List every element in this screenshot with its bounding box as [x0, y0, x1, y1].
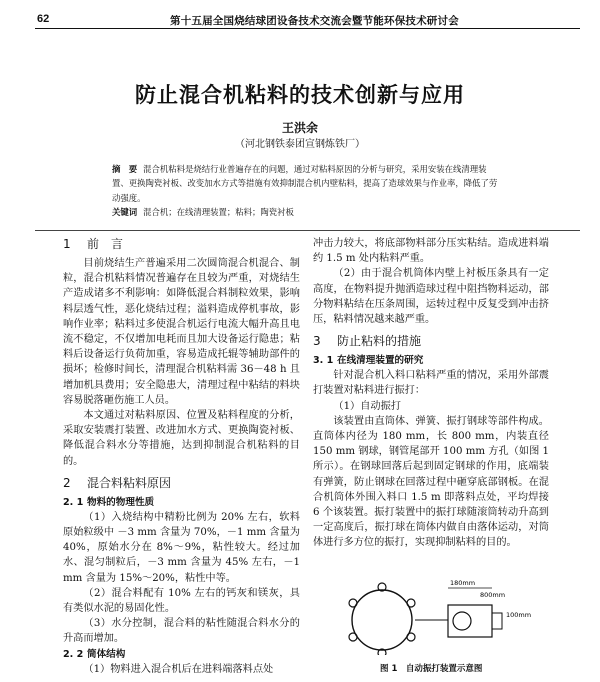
figure-1-diagram [330, 575, 540, 655]
right-column [313, 236, 549, 551]
abstract [112, 162, 502, 205]
intro-paragraph-1: 目前烧结生产普遍采用二次圆筒混合机混合、制粒，混合机粘料情况普遍存在且较为严重，对烧结生产造成诸多不利影响：如降低混合料制粒效果，影响料层透气性，恶化烧结过程；溢料造成停机事故，影响作业率；粘料过多使混合机运行电流大幅升高且电流不稳定，不仅增加电耗而且加大设备运行隐患；粘料后设备运行负荷加重，容易造成托辊等辅助部件的损坏；检修时间长，清理混合机粘料需 36－48 h 且增加机具费用；安全隐患大，清理过程中粘结的料块容易脱落砸伤施工人员。 [63, 258, 300, 406]
running-title: 第十五届全国烧结球团设备技术交流会暨节能环保技术研讨会 [170, 15, 459, 27]
s21-paragraph-1: （1）入烧结构中精粉比例为 20% 左右，软料原始粒级中 －3 mm 含量为 70%，－1 mm 含量为 40%，原始水分在 8%～9%，粘性较大。经过加水、混匀制粒后，－3 mm 含量为 45% 左右，－1 mm 含量为 15%～20%，粘性中等。 [63, 511, 300, 584]
abstract-label: 摘 要 [112, 164, 138, 174]
section-2-1-heading: 2. 1 物料的物理性质 [63, 496, 155, 508]
s21-paragraph-3: （3）水分控制，混合料的粘性随混合料水分的升高而增加。 [63, 618, 300, 645]
section-2-heading: 2 混合料粘料原因 [63, 475, 172, 490]
rapper-2 [407, 599, 415, 607]
dim-label-1: 180mm [450, 579, 476, 587]
section-3-1-heading: 3. 1 在线清理装置的研究 [313, 355, 424, 367]
s31-paragraph-1: 针对混合机入料口粘料严重的情况，采用外部震打装置对粘料进行振打： [313, 370, 549, 397]
section-1-heading: 1 前 言 [63, 237, 124, 251]
rapper-5 [349, 633, 357, 641]
rapper-6 [349, 599, 357, 607]
steel-ball [453, 612, 471, 630]
section-3-heading: 3 防止粘料的措施 [313, 334, 422, 349]
abstract-block [112, 162, 502, 220]
dim-label-3: 100mm [506, 611, 532, 619]
rapper-tube [448, 605, 492, 637]
intro-paragraph-2: 本文通过对粘料原因、位置及粘料程度的分析，采取安装震打装置、改进加水方式、更换陶瓷衬板、降低混合料水分等措施，达到抑制混合机粘料的目的。 [63, 410, 300, 467]
s31-paragraph-2: 该装置由直筒体、弹簧、振打钢球等部件构成。直筒体内径为 180 mm，长 800 mm，内装直径 150 mm 钢球，钢管尾部开 100 mm 方孔（如图 1 所示）。在钢球回落后起到固定钢球的作用，底端装有弹簧，防止钢球在回落过程中砸穿底部钢板。在混合机筒体外围入料口 1.5 m 即落料点处，平均焊接 6 个该装置。振打装置中的振打球随滚筒转动升高到一定高度后，振打球在筒体内做自由落体运动，对筒体进行多方位的振打，实现抑制粘料的目的。 [313, 415, 549, 549]
rappers-group [349, 583, 415, 655]
keywords-text: 混合机；在线清理装置；粘料；陶瓷衬板 [143, 207, 294, 218]
right-paragraph-2: （2）由于混合机筒体内壁上衬板压条具有一定高度，在物料提升抛洒造球过程中阻挡物料运动，部分物料粘结在压条周围，运转过程中反复受到冲击挤压，粘料情况越来越严重。 [313, 268, 549, 326]
continued-paragraph: 冲击力较大，将底部物料部分压实粘结。造成进料端约 1.5 m 处内粘料严重。 [313, 238, 549, 265]
figure-1-caption: 图 1 自动振打装置示意图 [380, 664, 483, 674]
abstract-rule [35, 230, 580, 231]
rapper-3 [407, 633, 415, 641]
left-column [63, 236, 300, 677]
s31-subheading: （1）自动振打 [333, 400, 401, 412]
author: 王洪余 [281, 121, 318, 135]
article-title: 防止混合机粘料的技术创新与应用 [135, 83, 465, 107]
affiliation: （河北钢铁泰团宣钢炼铁厂） [235, 139, 365, 150]
keywords-label: 关键词 [112, 207, 138, 218]
section-2-2-heading: 2. 2 筒体结构 [63, 648, 126, 660]
dim-label-2: 800mm [480, 591, 506, 599]
abstract-text: 混合机粘料是烧结行业普遍存在的问题，通过对粘料原因的分析与研究，采用安装在线清理装置、更换陶瓷衬板、改变加水方式等措施有效抑制混合机内壁粘料，提高了造球效果与作业率，降低了劳动强度。 [112, 164, 498, 203]
s22-paragraph-1: （1）物料进入混合机后在进料端落料点处 [83, 663, 274, 675]
page-number: 62 [37, 13, 50, 25]
square-hole [492, 613, 502, 629]
header-rule [35, 28, 580, 29]
drum-circle [352, 590, 412, 650]
s21-paragraph-2: （2）混合料配有 10% 左右的钙灰和镁灰，具有类似水泥的易固化性。 [63, 587, 300, 615]
keywords [112, 205, 502, 219]
